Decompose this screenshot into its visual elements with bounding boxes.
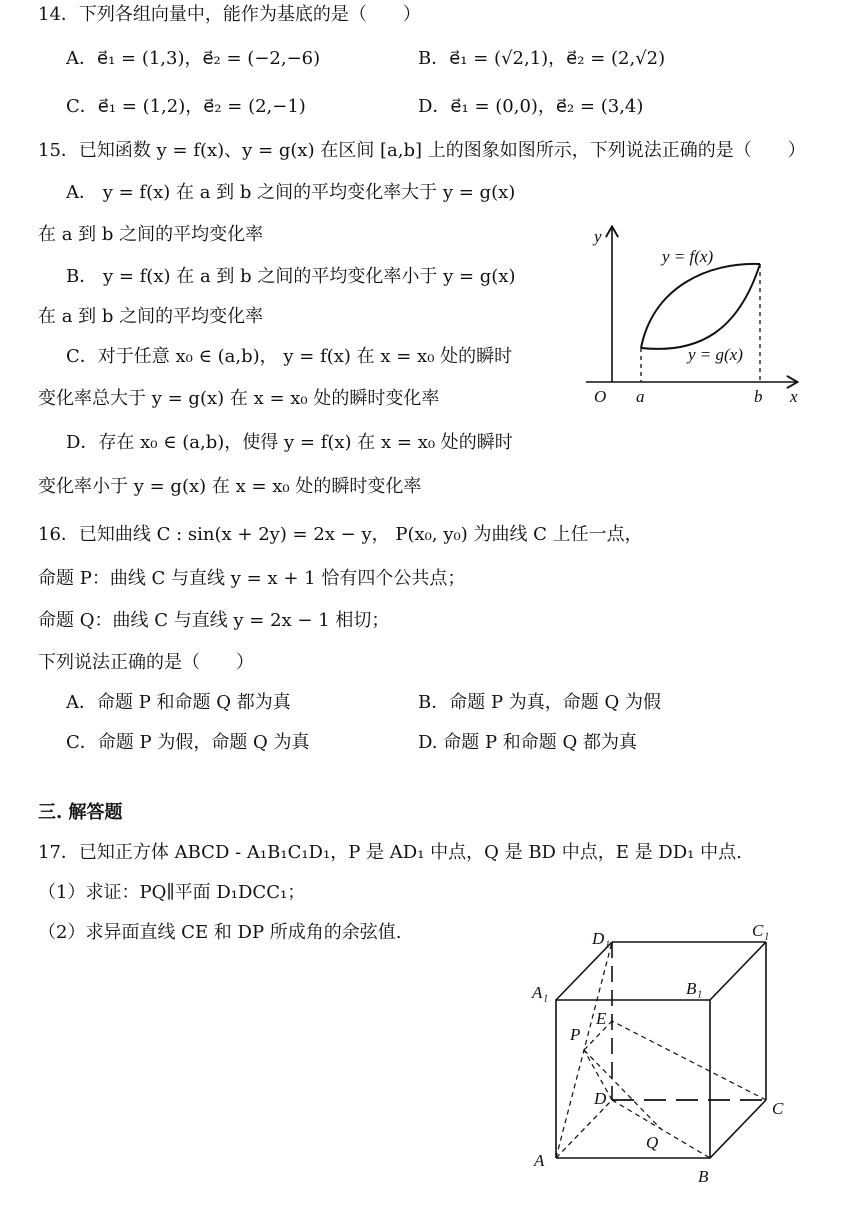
q16-option-c: C．命题 P 为假，命题 Q 为真	[66, 732, 310, 753]
q15-option-b-line2: 在 a 到 b 之间的平均变化率	[38, 306, 264, 327]
edge-b-c	[710, 1100, 766, 1158]
cube-front-face	[556, 1000, 710, 1158]
q16-option-b: B．命题 P 为真，命题 Q 为假	[418, 692, 661, 713]
q17-cube-figure	[530, 920, 810, 1190]
origin-label: O	[594, 387, 607, 406]
q17-stem: 17．已知正方体 ABCD - A₁B₁C₁D₁，P 是 AD₁ 中点，Q 是 BD 中点，E 是 DD₁ 中点.	[38, 842, 742, 863]
edge-a-d-hidden	[556, 1100, 612, 1158]
q16-proposition-p: 命题 P：曲线 C 与直线 y = x + 1 恰有四个公共点；	[38, 568, 466, 589]
point-q-label: Q	[646, 1133, 659, 1152]
q16-ask: 下列说法正确的是（ ）	[38, 652, 254, 673]
edge-a1-d1	[556, 942, 612, 1000]
vertex-b-label: B	[698, 1167, 709, 1186]
q15-option-a-line2: 在 a 到 b 之间的平均变化率	[38, 224, 264, 245]
q16-option-a: A．命题 P 和命题 Q 都为真	[66, 692, 291, 713]
q17-part-1: （1）求证：PQ∥平面 D₁DCC₁；	[38, 882, 306, 903]
point-p-label: P	[570, 1025, 581, 1044]
q15-stem: 15．已知函数 y = f(x)、y = g(x) 在区间 [a,b] 上的图象如图所示，下列说法正确的是（ ）	[38, 140, 806, 161]
g-label: y = g(x)	[688, 345, 743, 364]
section-3-title: 三. 解答题	[38, 802, 123, 823]
q15-option-d-line2: 变化率小于 y = g(x) 在 x = x₀ 处的瞬时变化率	[38, 476, 422, 497]
q17-part-2: （2）求异面直线 CE 和 DP 所成角的余弦值.	[38, 922, 402, 943]
q15-option-a-line1: A． y = f(x) 在 a 到 b 之间的平均变化率大于 y = g(x)	[66, 182, 516, 203]
y-axis-label: y	[594, 227, 602, 246]
edge-b1-c1	[710, 942, 766, 1000]
b-label: b	[754, 387, 763, 406]
q16-option-d: D. 命题 P 和命题 Q 都为真	[418, 732, 637, 753]
vertex-d-label: D	[594, 1089, 607, 1108]
q15-function-graph	[578, 222, 818, 412]
q16-proposition-q: 命题 Q：曲线 C 与直线 y = 2x − 1 相切；	[38, 610, 390, 631]
x-axis-label: x	[790, 387, 798, 406]
q16-stem: 16．已知曲线 C : sin(x + 2y) = 2x − y， P(x₀, y₀) 为曲线 C 上任一点，	[38, 524, 643, 545]
q14-stem: 14．下列各组向量中，能作为基底的是（ ）	[38, 4, 421, 25]
q15-option-c-line2: 变化率总大于 y = g(x) 在 x = x₀ 处的瞬时变化率	[38, 388, 440, 409]
q15-option-d-line1: D．存在 x₀ ∈ (a,b)，使得 y = f(x) 在 x = x₀ 处的瞬时	[66, 432, 513, 453]
vertex-d1-label: D₁	[592, 929, 611, 948]
q15-option-b-line1: B． y = f(x) 在 a 到 b 之间的平均变化率小于 y = g(x)	[66, 266, 516, 287]
a-label: a	[636, 387, 645, 406]
vertex-a1-label: A₁	[532, 983, 549, 1002]
segment-c-e	[612, 1021, 766, 1100]
vertex-b1-label: B₁	[686, 979, 703, 998]
q15-option-c-line1: C．对于任意 x₀ ∈ (a,b)， y = f(x) 在 x = x₀ 处的瞬时	[66, 346, 513, 367]
point-e-label: E	[596, 1009, 607, 1028]
vertex-a-label: A	[534, 1151, 545, 1170]
vertex-c-label: C	[772, 1099, 784, 1118]
q14-option-c: C．e⃗₁ = (1,2)，e⃗₂ = (2,−1)	[66, 96, 306, 117]
vertex-c1-label: C₁	[752, 921, 770, 940]
q14-option-a: A．e⃗₁ = (1,3)，e⃗₂ = (−2,−6)	[66, 48, 321, 69]
f-label: y = f(x)	[662, 247, 714, 266]
q14-option-b: B．e⃗₁ = (√2,1)，e⃗₂ = (2,√2)	[418, 48, 666, 69]
f-curve	[641, 264, 760, 348]
q14-option-d: D．e⃗₁ = (0,0)，e⃗₂ = (3,4)	[418, 96, 644, 117]
